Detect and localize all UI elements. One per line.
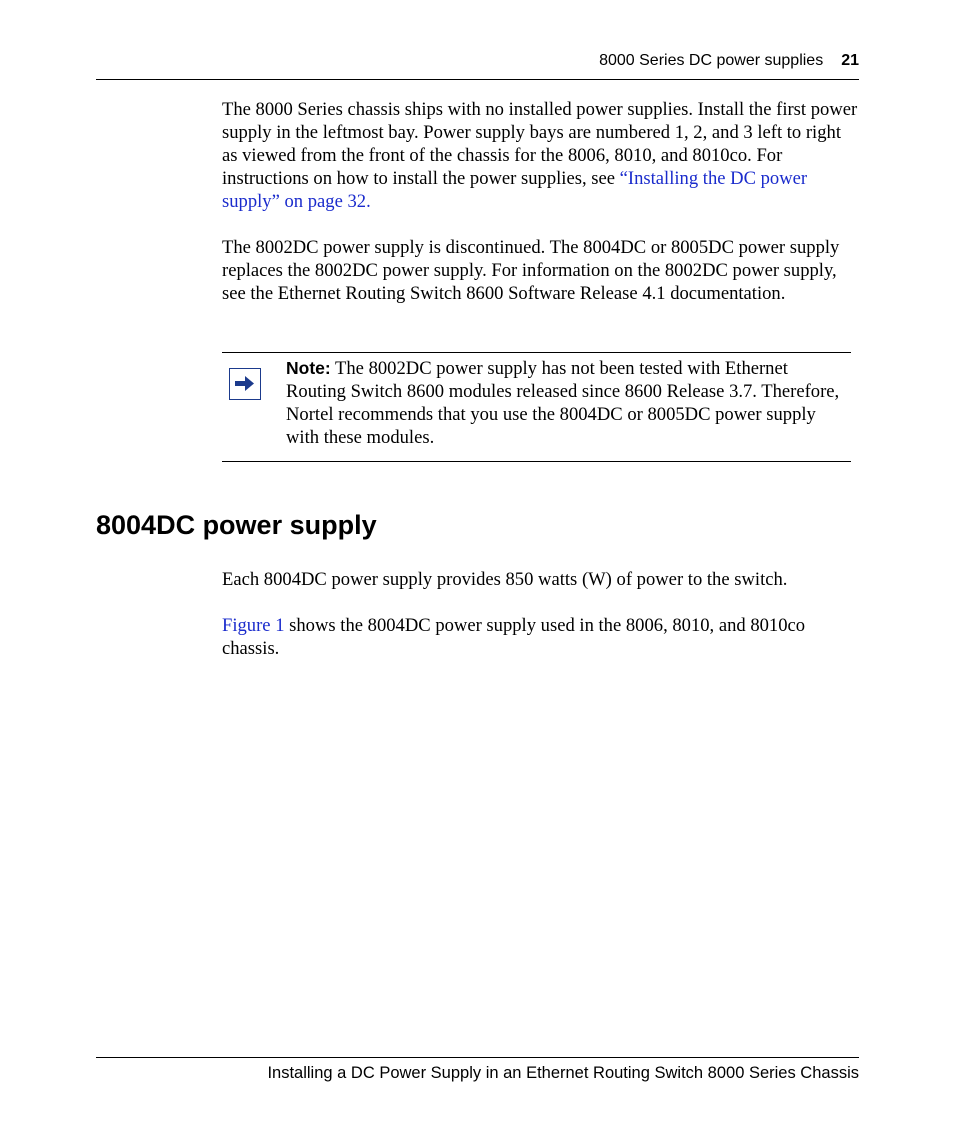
wattage-paragraph: Each 8004DC power supply provides 850 watts (W) of power to the switch. xyxy=(222,569,788,590)
figure-reference-text: shows the 8004DC power supply used in the 8006, 8010, and 8010co chassis. xyxy=(222,615,806,659)
intro-link-period: . xyxy=(366,191,371,212)
intro-text: The 8000 Series chassis ships with no installed power supplies. Install the first power supply in the leftmost bay. Power supply bays are numbered 1, 2, and 3 left to right as viewed from the front of the chassis for the 8006, 8010, and 8010co. For instructions on how to install the power supplies, see xyxy=(222,99,858,189)
footer-title: Installing a DC Power Supply in an Ethernet Routing Switch 8000 Series Chassis xyxy=(267,1064,859,1082)
arrow-right-icon xyxy=(229,368,261,400)
discontinued-paragraph: The 8002DC power supply is discontinued. The 8004DC or 8005DC power supply replaces the 8002DC power supply. For information on the 8002DC power supply, see the Ethernet Routing Switch 8600 Software Release 4.1 documentation. xyxy=(222,237,840,304)
header-title: 8000 Series DC power supplies xyxy=(599,52,824,69)
page-number: 21 xyxy=(841,52,859,69)
figure-reference-paragraph xyxy=(222,614,858,660)
note-box xyxy=(222,352,851,462)
page-header xyxy=(96,50,859,80)
install-dc-power-supply-link[interactable]: “Installing the DC power supply” on page 32 xyxy=(222,168,808,212)
note-body: The 8002DC power supply has not been tested with Ethernet Routing Switch 8600 modules released since 8600 Release 3.7. Therefore, Nortel recommends that you use the 8004DC or 8005DC power supply with these modules. xyxy=(286,358,840,448)
intro-paragraph xyxy=(222,98,858,213)
figure-1-link[interactable]: Figure 1 xyxy=(222,615,285,636)
note-text xyxy=(286,357,851,449)
section-title: 8004DC power supply xyxy=(96,510,377,540)
page-footer xyxy=(96,1057,859,1084)
note-label: Note: xyxy=(286,358,331,378)
